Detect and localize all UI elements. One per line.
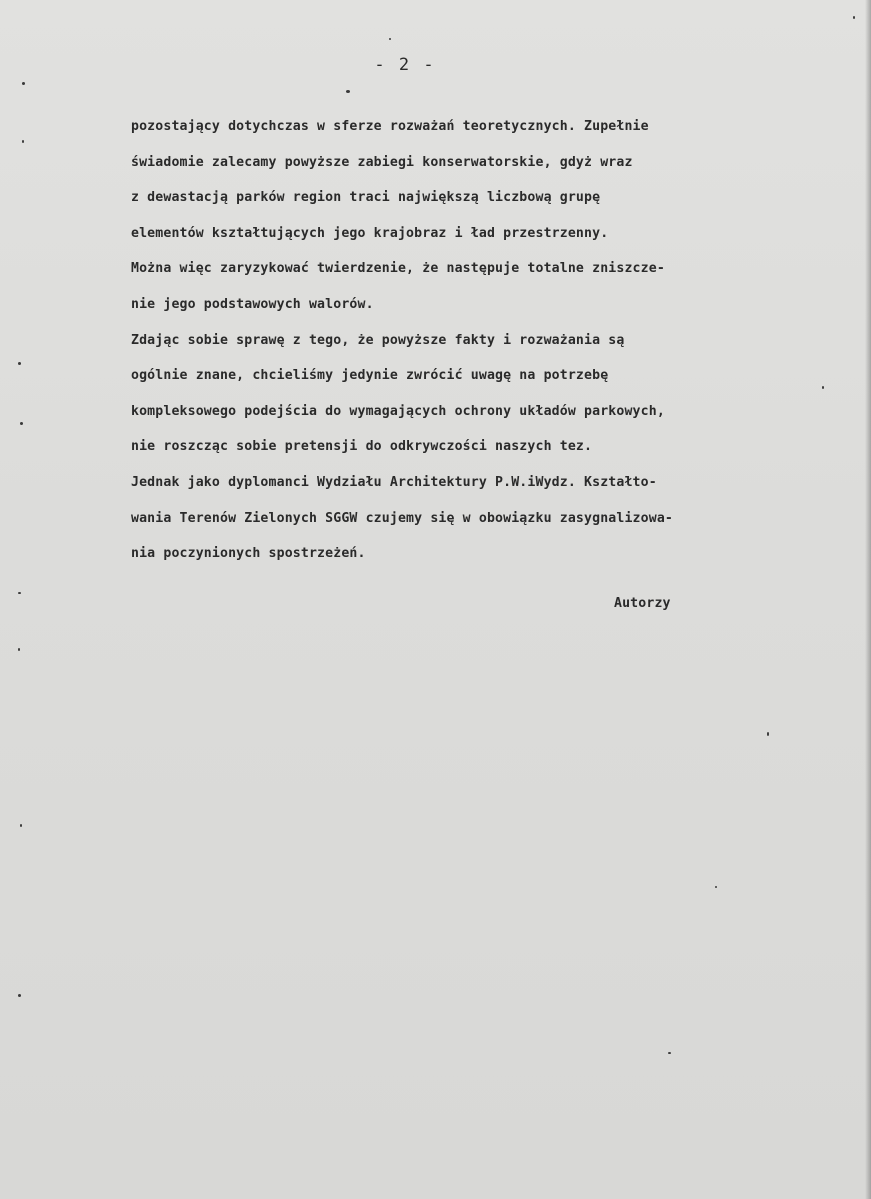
text-line: nie jego podstawowych walorów.: [131, 296, 374, 312]
scan-speck: [767, 732, 769, 736]
text-line: elementów kształtujących jego krajobraz i ład przestrzenny.: [131, 225, 609, 241]
text-line: Jednak jako dyplomanci Wydziału Architektury P.W.iWydz. Kształto-: [131, 474, 657, 490]
scan-speck: [22, 140, 24, 143]
scan-speck: [20, 824, 22, 827]
text-line: ogólnie znane, chcieliśmy jedynie zwrócić uwagę na potrzebę: [131, 368, 609, 384]
scan-speck: [18, 362, 21, 365]
scan-speck: [346, 90, 350, 93]
scan-speck: [668, 1052, 671, 1054]
scan-speck: [22, 82, 25, 85]
scan-speck: [715, 886, 717, 888]
text-line: pozostający dotychczas w sferze rozważań teoretycznych. Zupełnie: [131, 119, 649, 134]
scan-speck: [20, 422, 23, 425]
scan-speck: [853, 16, 855, 19]
scan-speck: [389, 38, 391, 40]
text-line: kompleksowego podejścia do wymagających ochrony układów parkowych,: [131, 403, 665, 419]
text-line: Można więc zaryzykować twierdzenie, że następuje totalne zniszcze-: [131, 261, 665, 277]
text-line: nie roszcząc sobie pretensji do odkrywczości naszych tez.: [131, 439, 593, 455]
scan-speck: [18, 592, 21, 594]
text-line: świadomie zalecamy powyższe zabiegi konserwatorskie, gdyż wraz: [131, 154, 633, 170]
page-number: - 2 -: [374, 55, 436, 75]
signature: Autorzy: [614, 596, 671, 611]
scan-speck: [18, 994, 21, 997]
body-text: [131, 115, 851, 578]
text-line: Zdając sobie sprawę z tego, że powyższe fakty i rozważania są: [131, 332, 625, 348]
text-line: wania Terenów Zielonych SGGW czujemy się w obowiązku zasygnalizowa-: [131, 510, 673, 526]
text-line: nia poczynionych spostrzeżeń.: [131, 546, 366, 562]
scan-speck: [18, 648, 20, 651]
page-edge-shadow: [865, 0, 871, 1199]
text-line: z dewastacją parków region traci największą liczbową grupę: [131, 190, 601, 206]
scan-speck: [822, 386, 824, 389]
